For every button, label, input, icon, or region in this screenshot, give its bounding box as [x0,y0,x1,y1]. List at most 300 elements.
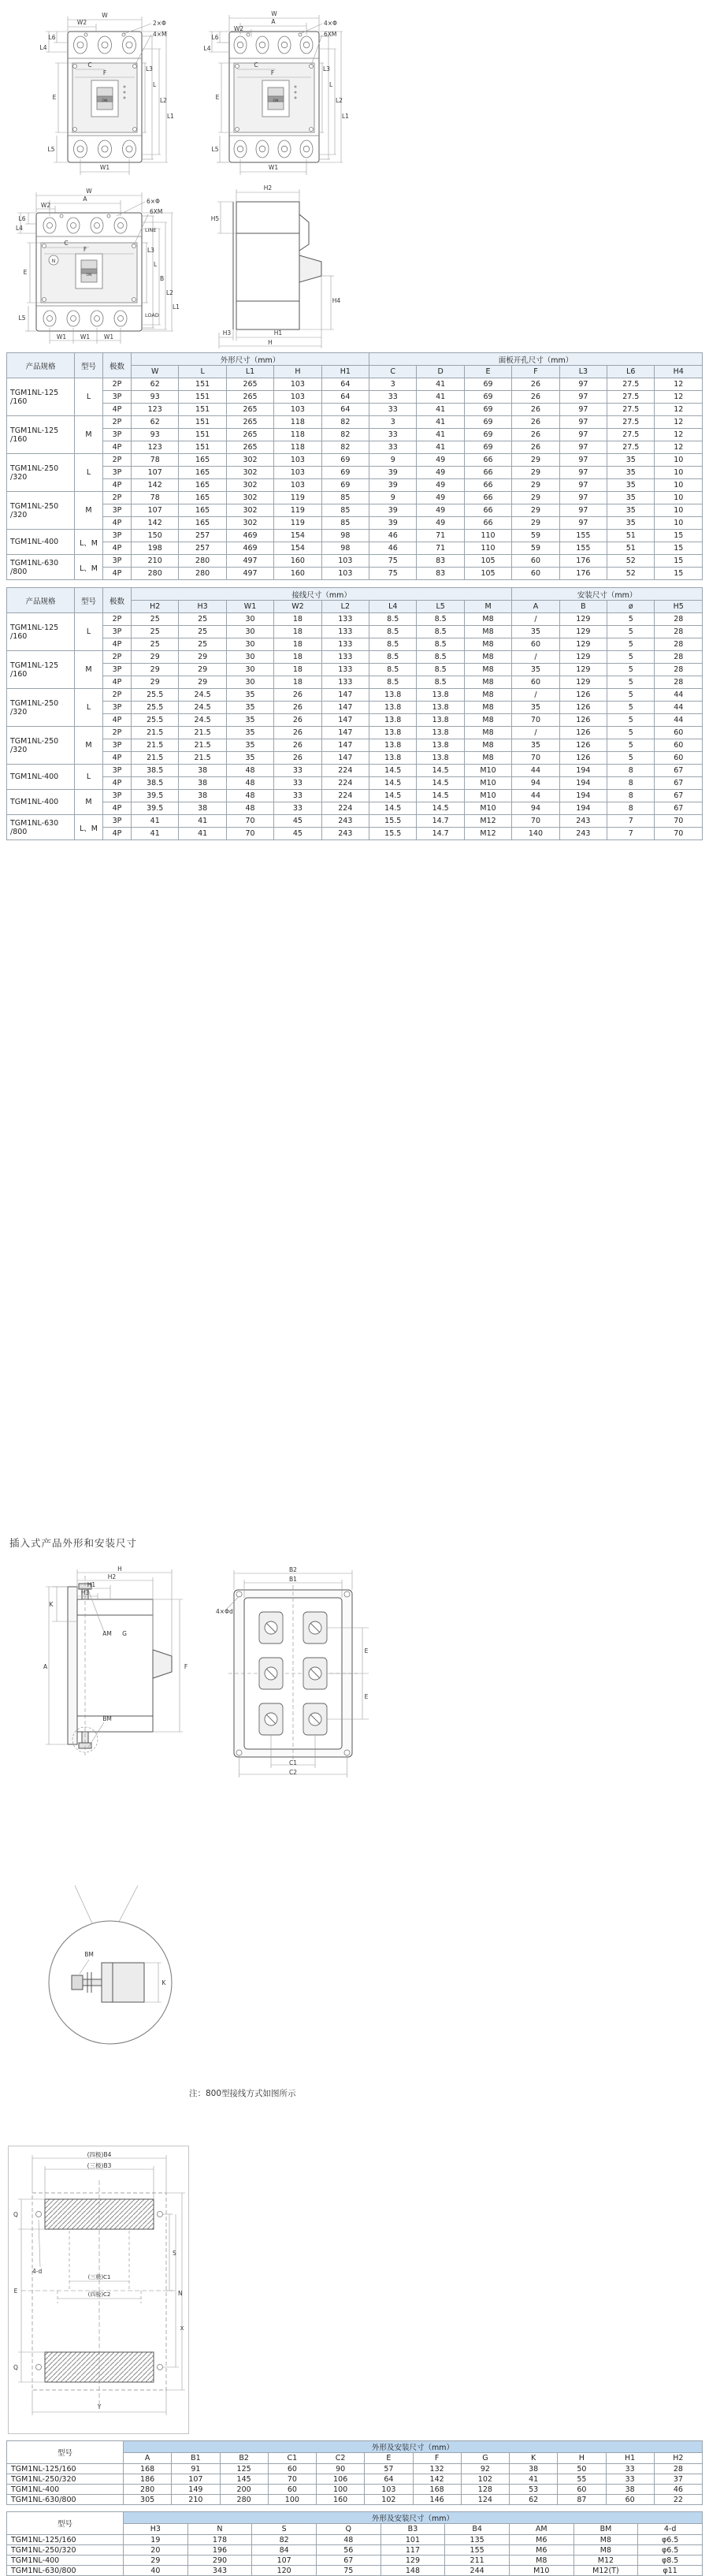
dim-value-cell: M8 [574,2535,638,2545]
product-spec-line: TGM1NL-125 [10,426,59,435]
dim-value-cell: 9 [369,492,417,504]
dim-value-cell: 119 [274,492,321,504]
column-group-header: 接线尺寸（mm） [132,588,512,601]
poles-cell: 4P [103,479,132,492]
dim-value-cell: 39 [369,504,417,517]
dim-label-4×Φd: 4×Φd [216,1608,233,1615]
dim-value-cell: 8 [607,765,655,777]
dim-value-cell: 10 [655,492,703,504]
dim-value-cell: 8.5 [417,626,464,638]
dim-value-cell: 70 [655,828,703,840]
model-column-header: 型号 [7,2512,124,2535]
type-cell: M [75,727,103,765]
dim-value-cell: 280 [179,555,226,568]
product-spec-line: /160 [10,669,28,679]
dim-value-cell: 13.8 [369,714,417,727]
dim-value-cell: 8.5 [369,613,417,626]
dim-value-cell: 53 [510,2485,558,2495]
column-header: S [252,2524,317,2535]
dim-label-H3: H3 [80,1589,90,1596]
model-cell: TGM1NL-630/800 [7,2495,124,2505]
dim-label-L1: L1 [173,303,180,311]
dim-value-cell: 94 [512,802,559,815]
dim-value-cell: 5 [607,676,655,689]
poles-cell: 3P [103,555,132,568]
dim-value-cell: 14.5 [417,777,464,790]
dim-value-cell: 15 [655,568,703,580]
dim-value-cell: 244 [445,2566,510,2576]
poles-cell: 4P [103,542,132,555]
dim-label-L4: L4 [203,45,211,52]
product-spec-line: TGM1NL-250 [10,463,59,473]
dim-value-cell: 33 [274,765,321,777]
poles-cell: 3P [103,702,132,714]
dim-value-cell: 67 [655,790,703,802]
poles-cell: 4P [103,828,132,840]
product-spec-cell [7,454,75,492]
dim-value-cell: 8.5 [369,638,417,651]
dim-value-cell: 30 [226,664,273,676]
dim-value-cell: 60 [512,638,559,651]
dim-value-cell: 160 [317,2495,365,2505]
type-cell: L [75,378,103,416]
dim-label-2×Φ: 2×Φ [153,20,166,27]
model-column-header: 型号 [7,2441,124,2464]
poles-cell: 3P [103,739,132,752]
dim-value-cell: 12 [655,441,703,454]
dim-value-cell: 3 [369,416,417,429]
dim-label-H1: H1 [87,1581,96,1588]
dim-value-cell: 18 [274,676,321,689]
dim-value-cell: 110 [464,542,511,555]
dim-value-cell: 9 [369,454,417,467]
dim-value-cell: 64 [321,404,369,416]
column-header: H4 [655,366,703,378]
column-header: C [369,366,417,378]
dim-label-W: W [86,188,92,195]
dim-label-Y: Y [97,2403,102,2410]
dim-value-cell: 105 [464,555,511,568]
dim-label-W1: W1 [80,333,91,341]
dim-label-A: A [43,1663,48,1670]
dim-label-4-d: 4-d [32,2268,43,2275]
dim-value-cell: 103 [365,2485,413,2495]
dim-value-cell: 21.5 [132,739,179,752]
dim-value-cell: 75 [369,555,417,568]
dim-value-cell: 33 [606,2464,654,2474]
dim-label-L3: L3 [147,247,154,254]
dim-value-cell: 12 [655,429,703,441]
dim-value-cell: 18 [274,626,321,638]
product-spec-line: TGM1NL-630 [10,818,59,828]
poles-cell: 4P [103,568,132,580]
dim-value-cell: 29 [512,479,559,492]
dim-value-cell: M8 [464,626,511,638]
dim-value-cell: 14.7 [417,828,464,840]
dim-value-cell: 21.5 [132,752,179,765]
figure-bm-detail [43,1884,181,2069]
product-spec-line: /800 [10,827,28,836]
product-spec-cell [7,416,75,454]
dim-value-cell: 302 [226,467,273,479]
dim-value-cell: 35 [607,479,655,492]
product-spec-line: TGM1NL-125 [10,388,59,397]
dim-value-cell: 30 [226,613,273,626]
dim-value-cell: 41 [417,416,464,429]
product-spec-cell [7,378,75,416]
figure-outline-3p [22,8,195,183]
dim-label-L2: L2 [336,97,343,104]
dim-value-cell: 305 [124,2495,172,2505]
column-header: K [510,2453,558,2464]
dim-label-B: B [160,275,165,282]
dim-value-cell: 5 [607,651,655,664]
dim-value-cell: 35 [226,727,273,739]
dim-label-B2: B2 [289,1566,297,1573]
dim-value-cell: 41 [417,429,464,441]
product-spec-line: /320 [10,745,28,754]
table-row [7,613,703,626]
column-header: ø [607,601,655,613]
column-header: L5 [417,601,464,613]
product-spec-line: TGM1NL-400 [10,538,59,546]
dim-value-cell: 135 [445,2535,510,2545]
dim-value-cell: 70 [226,828,273,840]
dim-value-cell: 133 [321,626,369,638]
column-header: H2 [654,2453,702,2464]
dim-label-ON: ON [273,99,279,103]
dim-label-L5: L5 [211,146,219,153]
dim-value-cell: 8.5 [369,676,417,689]
dim-value-cell: 41 [179,828,226,840]
dim-value-cell: 20 [124,2545,188,2556]
product-spec-line: /800 [10,567,28,576]
dim-value-cell: φ11 [638,2566,703,2576]
dim-value-cell: 126 [559,727,607,739]
plugin-section-heading: 插入式产品外形和安装尺寸 [9,1537,138,1549]
poles-cell: 4P [103,517,132,530]
dim-label-C: C [64,240,69,247]
dim-value-cell: 67 [655,802,703,815]
table-row [7,2495,703,2505]
dim-value-cell: M8 [464,664,511,676]
dim-value-cell: 27.5 [607,391,655,404]
dim-label-L1: L1 [167,113,174,120]
dim-value-cell: 26 [274,739,321,752]
dim-value-cell: 211 [445,2556,510,2566]
dim-value-cell: M8 [464,689,511,702]
dim-value-cell: 44 [512,790,559,802]
column-group-header: 型号 [75,353,103,378]
dim-value-cell: 103 [321,568,369,580]
dim-value-cell: 60 [655,727,703,739]
dim-value-cell: 133 [321,676,369,689]
column-header: W [132,366,179,378]
dim-value-cell: / [512,689,559,702]
dim-label-W1: W1 [99,164,110,171]
dim-label-W2: W2 [40,202,51,209]
column-header: C2 [317,2453,365,2464]
dim-value-cell: 123 [132,441,179,454]
dim-value-cell: 38 [179,765,226,777]
dim-value-cell: 5 [607,626,655,638]
dim-label-F: F [270,69,275,76]
dim-value-cell: 50 [558,2464,606,2474]
product-spec-line: /160 [10,434,28,444]
dim-value-cell: 44 [655,702,703,714]
table-row [7,790,703,802]
dim-label-L6: L6 [48,34,56,41]
dim-value-cell: 60 [558,2485,606,2495]
column-header: N [187,2524,252,2535]
dim-value-cell: 33 [274,777,321,790]
dim-value-cell: 10 [655,467,703,479]
product-spec-cell [7,790,75,815]
table-row [7,676,703,689]
dim-value-cell: 25 [179,638,226,651]
dim-label-4×M: 4×M [153,31,167,38]
dim-value-cell: 210 [172,2495,220,2505]
dim-value-cell: 119 [274,504,321,517]
dim-label-W1: W1 [268,164,279,171]
dim-value-cell: 124 [461,2495,509,2505]
dim-value-cell: 154 [274,530,321,542]
product-spec-cell [7,651,75,689]
dim-value-cell: 55 [558,2474,606,2485]
dim-value-cell: 97 [559,391,607,404]
column-header: F [413,2453,461,2464]
dim-label-F: F [83,246,87,253]
dim-value-cell: 168 [413,2485,461,2495]
dim-value-cell: 26 [512,404,559,416]
dim-value-cell: 52 [607,555,655,568]
dim-value-cell: 302 [226,504,273,517]
model-cell: TGM1NL-250/320 [7,2545,124,2556]
product-spec-line: TGM1NL-125 [10,623,59,632]
dim-value-cell: 41 [179,815,226,828]
dim-value-cell: 155 [559,542,607,555]
dim-value-cell: 280 [124,2485,172,2495]
dim-value-cell: 497 [226,568,273,580]
dim-value-cell: 18 [274,613,321,626]
dim-label-C: C [254,61,258,69]
dim-value-cell: 147 [321,739,369,752]
dim-label-ON: ON [102,99,108,103]
dim-value-cell: 35 [512,664,559,676]
type-cell: L、M [75,815,103,840]
dim-value-cell: 14.5 [417,790,464,802]
dim-value-cell: 103 [321,555,369,568]
dim-label-(三极)C1: (三极)C1 [87,2274,111,2280]
dim-value-cell: 155 [445,2545,510,2556]
product-spec-line: TGM1NL-250 [10,698,59,708]
dim-value-cell: 67 [655,765,703,777]
dim-label-L2: L2 [166,289,173,296]
dim-value-cell: 106 [317,2474,365,2485]
product-spec-line: TGM1NL-250 [10,736,59,746]
poles-cell: 3P [103,530,132,542]
dim-value-cell: 257 [179,530,226,542]
table-row [7,467,703,479]
dim-value-cell: 5 [607,714,655,727]
dim-value-cell: 85 [321,504,369,517]
outline-dimension-table [6,352,703,580]
dim-label-S: S [173,2250,176,2257]
dim-value-cell: 165 [179,467,226,479]
table-row [7,555,703,568]
dim-value-cell: 107 [172,2474,220,2485]
column-header: L2 [321,601,369,613]
dim-value-cell: 30 [226,676,273,689]
dim-value-cell: 8.5 [417,676,464,689]
dim-value-cell: 60 [655,739,703,752]
poles-cell: 4P [103,676,132,689]
dim-label-L2: L2 [160,97,167,104]
dim-value-cell: 8.5 [369,626,417,638]
dim-value-cell: 150 [132,530,179,542]
dim-label-L4: L4 [39,44,47,51]
dim-value-cell: 25.5 [132,714,179,727]
dim-value-cell: 265 [226,441,273,454]
dim-value-cell: 101 [380,2535,445,2545]
dim-value-cell: 41 [417,441,464,454]
dim-value-cell: 60 [268,2485,316,2495]
dim-value-cell: 29 [512,467,559,479]
table-row [7,702,703,714]
dim-value-cell: 12 [655,416,703,429]
dim-label-C1: C1 [288,1759,298,1766]
dim-value-cell: M10 [464,765,511,777]
dim-value-cell: M8 [464,702,511,714]
dim-value-cell: 146 [413,2495,461,2505]
product-spec-cell [7,492,75,530]
dim-value-cell: 168 [124,2464,172,2474]
dim-value-cell: 129 [559,638,607,651]
table-row [7,802,703,815]
column-header: B3 [380,2524,445,2535]
product-spec-line: /320 [10,472,28,482]
product-spec-line: /160 [10,631,28,641]
dim-value-cell: 8.5 [417,613,464,626]
table-row [7,378,703,391]
dim-value-cell: 28 [655,676,703,689]
dim-label-4×Φ: 4×Φ [324,20,337,27]
dim-value-cell: 194 [559,777,607,790]
dim-value-cell: 41 [417,391,464,404]
poles-cell: 3P [103,790,132,802]
dim-value-cell: 151 [179,391,226,404]
dim-value-cell: 5 [607,727,655,739]
table2-grid [6,587,703,840]
table-row [7,492,703,504]
dim-value-cell: 126 [559,702,607,714]
dim-value-cell: M8 [464,638,511,651]
dim-value-cell: 69 [464,404,511,416]
figure-drilling-plan [10,2149,187,2429]
table-row [7,542,703,555]
dim-value-cell: 132 [413,2464,461,2474]
dim-value-cell: 129 [559,613,607,626]
dim-value-cell: 64 [321,391,369,404]
dim-value-cell: 29 [512,454,559,467]
dim-value-cell: 26 [274,702,321,714]
dim-value-cell: M8 [574,2545,638,2556]
dim-value-cell: 39 [369,479,417,492]
dim-value-cell: 26 [274,752,321,765]
dim-value-cell: 97 [559,467,607,479]
dim-value-cell: 66 [464,492,511,504]
table-row [7,2545,703,2556]
dim-value-cell: 149 [172,2485,220,2495]
column-header: Q [316,2524,380,2535]
dim-value-cell: 14.5 [417,765,464,777]
dim-value-cell: 126 [559,714,607,727]
dim-value-cell: 35 [607,504,655,517]
type-cell: L [75,613,103,651]
product-spec-line: /320 [10,510,28,519]
dim-value-cell: 165 [179,517,226,530]
dim-value-cell: 302 [226,517,273,530]
dim-value-cell: 148 [380,2566,445,2576]
dim-value-cell: 5 [607,702,655,714]
column-header: B1 [172,2453,220,2464]
dim-value-cell: 19 [124,2535,188,2545]
dim-value-cell: 302 [226,492,273,504]
dim-value-cell: 67 [316,2556,380,2566]
dim-value-cell: 97 [559,454,607,467]
dim-value-cell: 75 [369,568,417,580]
dim-value-cell: 123 [132,404,179,416]
dim-value-cell: 59 [512,542,559,555]
dim-value-cell: 49 [417,504,464,517]
poles-cell: 3P [103,504,132,517]
dim-value-cell: 8 [607,777,655,790]
dim-value-cell: 265 [226,378,273,391]
column-header: H [274,366,321,378]
dim-value-cell: 62 [132,416,179,429]
figure-plugin-side [41,1565,202,1758]
dim-label-W1: W1 [56,333,67,341]
table-row [7,391,703,404]
dim-value-cell: 265 [226,404,273,416]
dim-label-(三极)B3: (三极)B3 [87,2162,112,2169]
span-header: 外形及安装尺寸（mm） [124,2441,703,2453]
dim-value-cell: 5 [607,664,655,676]
dim-value-cell: 66 [464,454,511,467]
table-row [7,568,703,580]
dim-value-cell: 5 [607,613,655,626]
dim-value-cell: 49 [417,492,464,504]
model-cell: TGM1NL-250/320 [7,2474,124,2485]
dim-value-cell: 13.8 [417,714,464,727]
dim-value-cell: 82 [252,2535,317,2545]
column-header: G [461,2453,509,2464]
dim-value-cell: 83 [417,568,464,580]
column-header: BM [574,2524,638,2535]
dim-value-cell: 102 [365,2495,413,2505]
poles-cell: 3P [103,429,132,441]
dim-value-cell: 176 [559,555,607,568]
dim-value-cell: 103 [274,479,321,492]
dim-value-cell: 165 [179,479,226,492]
dim-value-cell: 27.5 [607,441,655,454]
dim-value-cell: 26 [274,714,321,727]
dim-value-cell: 243 [321,828,369,840]
column-header: B4 [445,2524,510,2535]
dim-value-cell: 280 [132,568,179,580]
dim-value-cell: 26 [512,391,559,404]
dim-label-W: W [271,10,277,17]
